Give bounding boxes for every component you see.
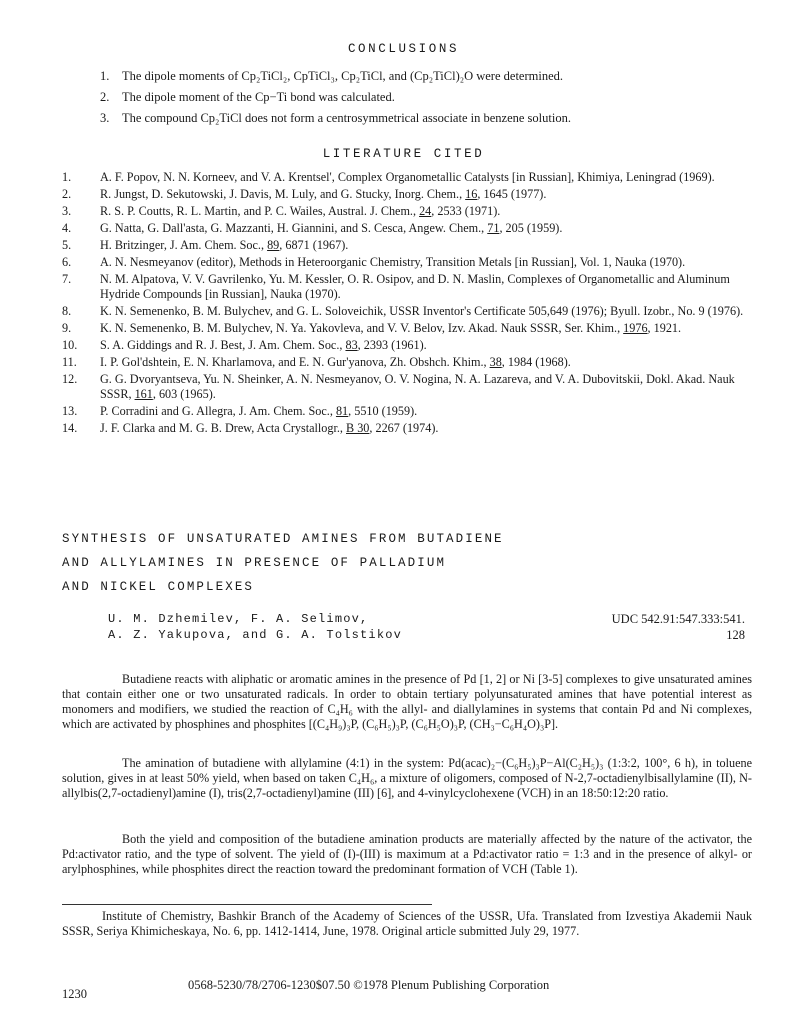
- reference-item: [62, 221, 762, 236]
- body-paragraph-2: The amination of butadiene with allylamine (4:1) in the system: Pd(acac)₂−(C₆H₅)₃P−Al(C₂H₅)₃ (1:3:2, 100°, 6 h), in toluene solution, gives in at least 50% yield, when based on taken C₄H₆, a mixture of oligomers, composed of N-2,7-octadienylbisallylamine (II), N-allylbis(2,7-octadienyl)amine (I), tris(2,7-octadienyl)amine (III) [6], and 4-vinylcyclohexene (VCH) in an 18:50:12:20 ratio.: [62, 756, 752, 800]
- conclusion-number: 2.: [100, 90, 110, 104]
- reference-number: 8.: [62, 304, 72, 318]
- authors-line-1: U. M. Dzhemilev, F. A. Selimov,: [108, 612, 369, 626]
- reference-item: [62, 355, 762, 370]
- reference-item: [62, 372, 762, 402]
- reference-text: R. Jungst, D. Sekutowski, J. Davis, M. Luly, and G. Stucky, Inorg. Chem.,: [100, 187, 466, 201]
- affiliation-footnote: Institute of Chemistry, Bashkir Branch of the Academy of Sciences of the USSR, Ufa. Translated from Izvestiya Akademii Nauk SSSR, Seriya Khimicheskaya, No. 6, pp. 1412-1414, June, 1978. Original article submitted July 29, 1977.: [62, 909, 752, 938]
- reference-volume: 89: [267, 238, 280, 252]
- reference-item: [62, 272, 762, 302]
- reference-number: 10.: [62, 338, 78, 352]
- reference-number: 9.: [62, 321, 72, 335]
- reference-number: 7.: [62, 272, 72, 286]
- reference-text-end: , 2267 (1974).: [369, 421, 439, 435]
- article-title-line-1: SYNTHESIS OF UNSATURATED AMINES FROM BUTADIENE: [62, 532, 504, 546]
- reference-volume: 24: [419, 204, 432, 218]
- body-paragraph-1: Butadiene reacts with aliphatic or aromatic amines in the presence of Pd [1, 2] or Ni [3-5] complexes to give unsaturated amines that contain either one or two unsaturated radicals. In order to obtain tertiary polyunsaturated amines that have potential interest as monomers and modifiers, we studied the reaction of C₄H₆ with the allyl- and diallylamines in systems that contain Pd and Ni complexes, which are activated by phosphines and phosphites [(C₄H₉)₃P, (C₆H₅)₃P, (C₆H₅O)₃P, (CH₃−C₆H₄O)₃P].: [62, 672, 752, 731]
- literature-heading: LITERATURE CITED: [322, 147, 485, 161]
- footnote-divider: [62, 904, 432, 905]
- reference-item: [62, 204, 762, 219]
- body-paragraph-3: Both the yield and composition of the butadiene amination products are materially affected by the nature of the activator, the Pd:activator ratio, and the type of solvent. The yield of (I)-(III) is maximum at a Pd:activator ratio = 1:3 and in the presence of alkyl- or arylphosphines, while phosphites direct the reaction toward the predominant formation of VCH (Table 1).: [62, 832, 752, 876]
- reference-text: I. P. Gol'dshtein, E. N. Kharlamova, and E. N. Gur'yanova, Zh. Obshch. Khim.,: [100, 355, 490, 369]
- reference-volume: 71: [487, 221, 500, 235]
- reference-text-end: , 6871 (1967).: [279, 238, 349, 252]
- reference-volume: 83: [345, 338, 358, 352]
- reference-number: 2.: [62, 187, 72, 201]
- reference-item: [62, 404, 762, 419]
- reference-text: G. G. Dvoryantseva, Yu. N. Sheinker, A. N. Nesmeyanov, O. V. Nogina, N. A. Lazareva, and V. A. Dubovitskii, Dokl. Akad. Nauk SSSR,: [100, 372, 735, 401]
- reference-number: 13.: [62, 404, 78, 418]
- reference-volume: 38: [489, 355, 502, 369]
- conclusion-item: [100, 89, 760, 110]
- reference-number: 14.: [62, 421, 78, 435]
- reference-text: A. N. Nesmeyanov (editor), Methods in Heteroorganic Chemistry, Transition Metals [in Russian], Vol. 1, Nauka (1970).: [100, 255, 686, 269]
- reference-list: [62, 170, 762, 438]
- reference-text-end: , 2393 (1961).: [357, 338, 427, 352]
- copyright-line: 0568-5230/78/2706-1230$07.50 ©1978 Plenum Publishing Corporation: [188, 978, 550, 992]
- udc-code: UDC 542.91:547.333:541.: [611, 612, 745, 626]
- reference-text-end: , 5510 (1959).: [348, 404, 418, 418]
- reference-text: H. Britzinger, J. Am. Chem. Soc.,: [100, 238, 268, 252]
- conclusion-item: [100, 68, 760, 89]
- reference-item: [62, 170, 762, 185]
- reference-text-end: , 603 (1965).: [152, 387, 216, 401]
- reference-volume: 16: [465, 187, 478, 201]
- conclusion-text: The dipole moments of Cp₂TiCl₂, CpTiCl₃, Cp₂TiCl, and (Cp₂TiCl)₂O were determined.: [122, 69, 563, 83]
- reference-number: 11.: [62, 355, 77, 369]
- reference-number: 12.: [62, 372, 78, 386]
- reference-number: 1.: [62, 170, 72, 184]
- reference-text-end: , 1921.: [647, 321, 682, 335]
- reference-item: [62, 187, 762, 202]
- reference-number: 6.: [62, 255, 72, 269]
- conclusions-heading: CONCLUSIONS: [347, 42, 460, 56]
- reference-number: 3.: [62, 204, 72, 218]
- reference-text: K. N. Semenenko, B. M. Bulychev, and G. L. Soloveichik, USSR Inventor's Certificate 505,649 (1976); Byull. Izobr., No. 9 (1976).: [100, 304, 744, 318]
- conclusion-text: The compound Cp₂TiCl does not form a centrosymmetrical associate in benzene solution.: [122, 111, 571, 125]
- conclusion-text: The dipole moment of the Cp−Ti bond was calculated.: [122, 90, 395, 104]
- reference-text: S. A. Giddings and R. J. Best, J. Am. Chem. Soc.,: [100, 338, 346, 352]
- reference-volume: B 30: [346, 421, 370, 435]
- reference-text: K. N. Semenenko, B. M. Bulychev, N. Ya. Yakovleva, and V. V. Belov, Izv. Akad. Nauk SSSR, Ser. Khim.,: [100, 321, 624, 335]
- conclusions-list: [100, 68, 760, 131]
- reference-text: A. F. Popov, N. N. Korneev, and V. A. Krentsel', Complex Organometallic Catalysts [in Russian], Khimiya, Leningrad (1969).: [100, 170, 715, 184]
- reference-text: N. M. Alpatova, V. V. Gavrilenko, Yu. M. Kessler, O. R. Osipov, and D. N. Maslin, Complexes of Organometallic and Aluminum Hydride Compounds [in Russian], Nauka (1970).: [100, 272, 730, 301]
- reference-item: [62, 255, 762, 270]
- conclusion-item: [100, 110, 760, 131]
- reference-text: J. F. Clarka and M. G. B. Drew, Acta Crystallogr.,: [100, 421, 347, 435]
- reference-text: P. Corradini and G. Allegra, J. Am. Chem. Soc.,: [100, 404, 336, 418]
- udc-code-continued: 128: [726, 628, 745, 642]
- authors-line-2: A. Z. Yakupova, and G. A. Tolstikov: [108, 628, 403, 642]
- reference-text-end: , 1984 (1968).: [501, 355, 571, 369]
- reference-text: G. Natta, G. Dall'asta, G. Mazzanti, H. Giannini, and S. Cesca, Angew. Chem.,: [100, 221, 488, 235]
- article-title-line-2: AND ALLYLAMINES IN PRESENCE OF PALLADIUM: [62, 556, 447, 570]
- reference-item: [62, 321, 762, 336]
- reference-text-end: , 205 (1959).: [499, 221, 563, 235]
- conclusion-number: 3.: [100, 111, 110, 125]
- reference-item: [62, 304, 762, 319]
- reference-text-end: , 2533 (1971).: [431, 204, 501, 218]
- reference-item: [62, 421, 762, 436]
- reference-text: R. S. P. Coutts, R. L. Martin, and P. C. Wailes, Austral. J. Chem.,: [100, 204, 420, 218]
- reference-number: 4.: [62, 221, 72, 235]
- reference-item: [62, 338, 762, 353]
- reference-text-end: , 1645 (1977).: [477, 187, 547, 201]
- conclusion-number: 1.: [100, 69, 110, 83]
- reference-item: [62, 238, 762, 253]
- reference-volume: 81: [335, 404, 349, 418]
- reference-volume: 161: [134, 387, 153, 401]
- page-number: 1230: [62, 987, 87, 1001]
- article-title-line-3: AND NICKEL COMPLEXES: [62, 580, 255, 594]
- reference-volume: 1976: [623, 321, 648, 335]
- reference-number: 5.: [62, 238, 72, 252]
